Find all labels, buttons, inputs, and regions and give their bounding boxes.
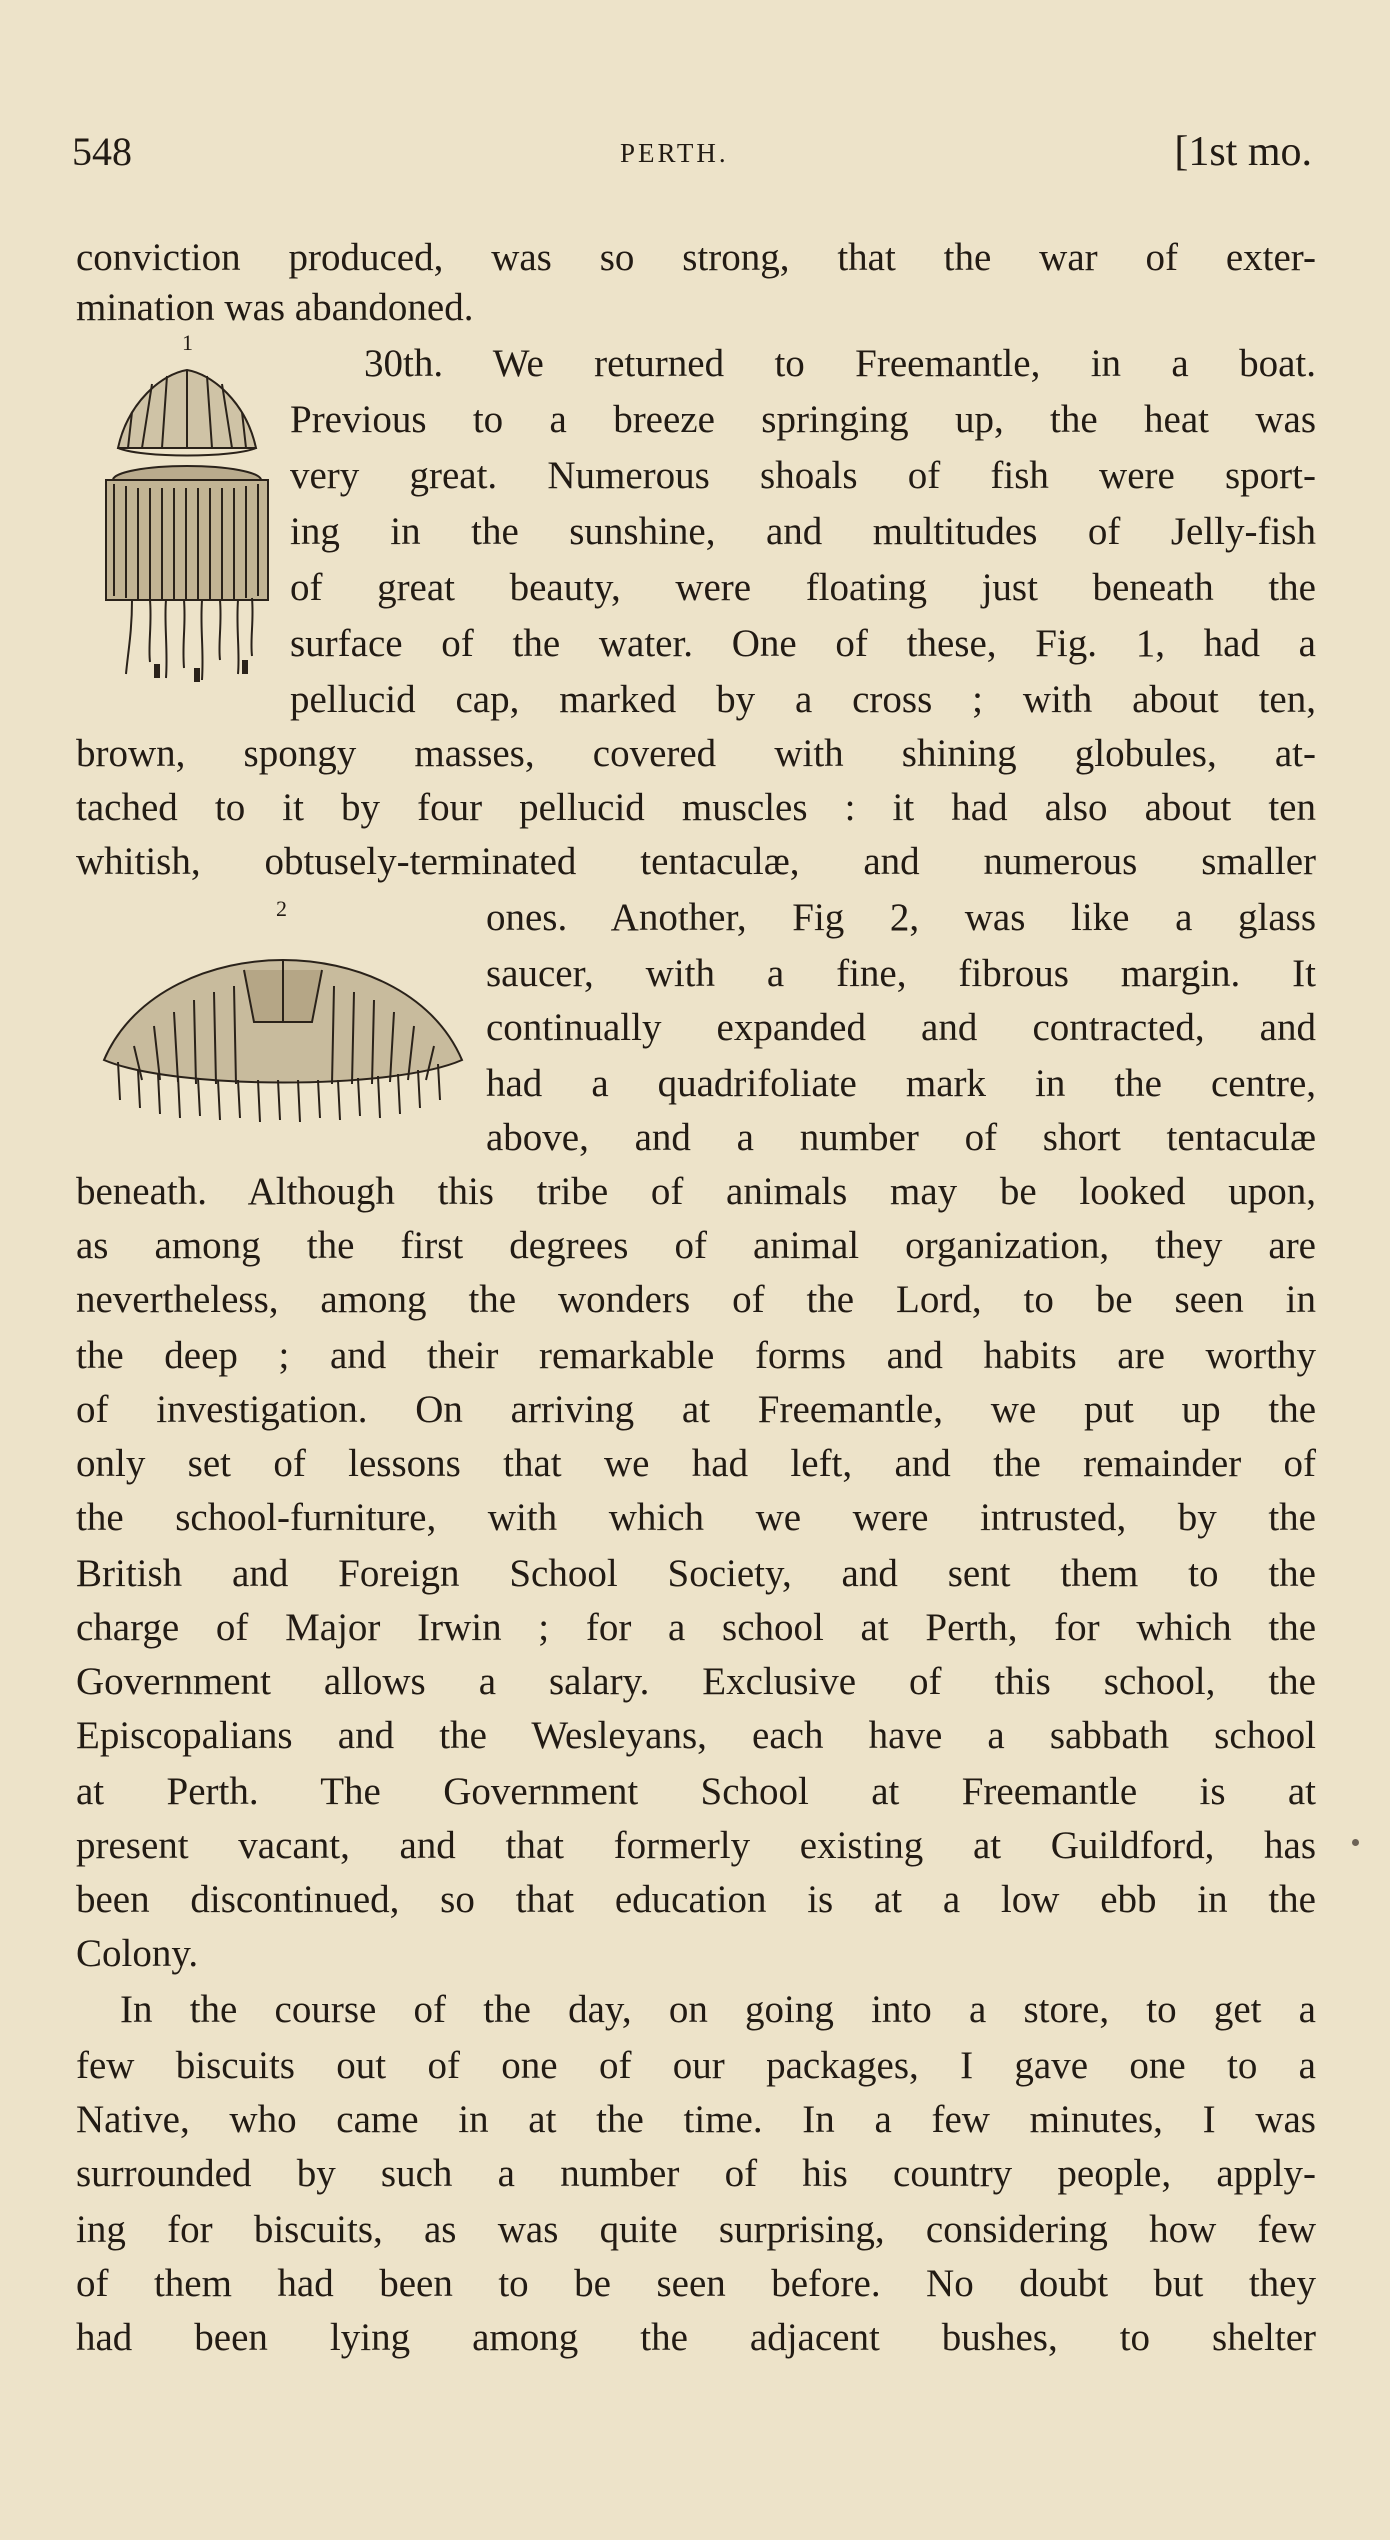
page-number: 548 <box>72 129 132 174</box>
text-line-14: saucer, with a fine, fibrous margin. It <box>486 952 1316 995</box>
text-line-11: tached to it by four pellucid muscles : it had also about ten <box>76 786 1316 829</box>
jellyfish-figure-1 <box>92 362 282 684</box>
text-line-6: ing in the sunshine, and multitudes of Jelly-fish <box>290 510 1316 553</box>
text-line-17: above, and a number of short tentaculæ <box>486 1116 1316 1159</box>
page-header <box>72 128 1312 188</box>
text-line-32: Colony. <box>76 1932 199 1975</box>
text-line-7: of great beauty, were floating just beneath the <box>290 566 1316 609</box>
margin-speck <box>1352 1839 1359 1846</box>
text-line-13: ones. Another, Fig 2, was like a glass <box>486 896 1316 939</box>
figure-1-number: 1 <box>182 330 193 355</box>
jellyfish-figure-2 <box>94 930 472 1126</box>
text-line-35: Native, who came in at the time. In a few minutes, I was <box>76 2098 1316 2141</box>
text-line-31: been discontinued, so that education is at a low ebb in the <box>76 1878 1316 1921</box>
text-line-33: In the course of the day, on going into a store, to get a <box>120 1988 1316 2031</box>
text-line-24: the school-furniture, with which we were intrusted, by the <box>76 1496 1316 1539</box>
text-line-2: mination was abandoned. <box>76 286 474 329</box>
text-line-38: of them had been to be seen before. No doubt but they <box>76 2262 1316 2305</box>
text-line-8: surface of the water. One of these, Fig. 1, had a <box>290 622 1316 665</box>
text-line-19: as among the first degrees of animal organization, they are <box>76 1224 1316 1267</box>
text-line-4: Previous to a breeze springing up, the heat was <box>290 398 1316 441</box>
text-line-37: ing for biscuits, as was quite surprising, considering how few <box>76 2208 1316 2251</box>
text-line-23: only set of lessons that we had left, and the remainder of <box>76 1442 1316 1485</box>
text-line-39: had been lying among the adjacent bushes, to shelter <box>76 2316 1316 2359</box>
text-line-9: pellucid cap, marked by a cross ; with about ten, <box>290 678 1316 721</box>
running-title: PERTH. <box>620 138 729 168</box>
text-line-3: 30th. We returned to Freemantle, in a boat. <box>364 342 1316 385</box>
text-line-25: British and Foreign School Society, and sent them to the <box>76 1552 1316 1595</box>
text-line-28: Episcopalians and the Wesleyans, each have a sabbath school <box>76 1714 1316 1757</box>
text-line-16: had a quadrifoliate mark in the centre, <box>486 1062 1316 1105</box>
text-line-30: present vacant, and that formerly existing at Guildford, has <box>76 1824 1316 1867</box>
text-line-36: surrounded by such a number of his country people, apply- <box>76 2152 1316 2195</box>
text-line-22: of investigation. On arriving at Freemantle, we put up the <box>76 1388 1316 1431</box>
text-line-21: the deep ; and their remarkable forms and habits are worthy <box>76 1334 1316 1377</box>
text-line-12: whitish, obtusely-terminated tentaculæ, and numerous smaller <box>76 840 1316 883</box>
text-line-29: at Perth. The Government School at Freemantle is at <box>76 1770 1316 1813</box>
text-line-10: brown, spongy masses, covered with shining globules, at- <box>76 732 1316 775</box>
text-line-27: Government allows a salary. Exclusive of this school, the <box>76 1660 1316 1703</box>
section-marker: [1st mo. <box>1174 129 1312 175</box>
text-line-15: continually expanded and contracted, and <box>486 1006 1316 1049</box>
text-line-18: beneath. Although this tribe of animals may be looked upon, <box>76 1170 1316 1213</box>
figure-2-number: 2 <box>276 896 287 921</box>
text-line-34: few biscuits out of one of our packages, I gave one to a <box>76 2044 1316 2087</box>
text-line-1: conviction produced, was so strong, that the war of exter- <box>76 236 1316 279</box>
text-line-26: charge of Major Irwin ; for a school at Perth, for which the <box>76 1606 1316 1649</box>
text-line-20: nevertheless, among the wonders of the Lord, to be seen in <box>76 1278 1316 1321</box>
text-line-5: very great. Numerous shoals of fish were sport- <box>290 454 1316 497</box>
